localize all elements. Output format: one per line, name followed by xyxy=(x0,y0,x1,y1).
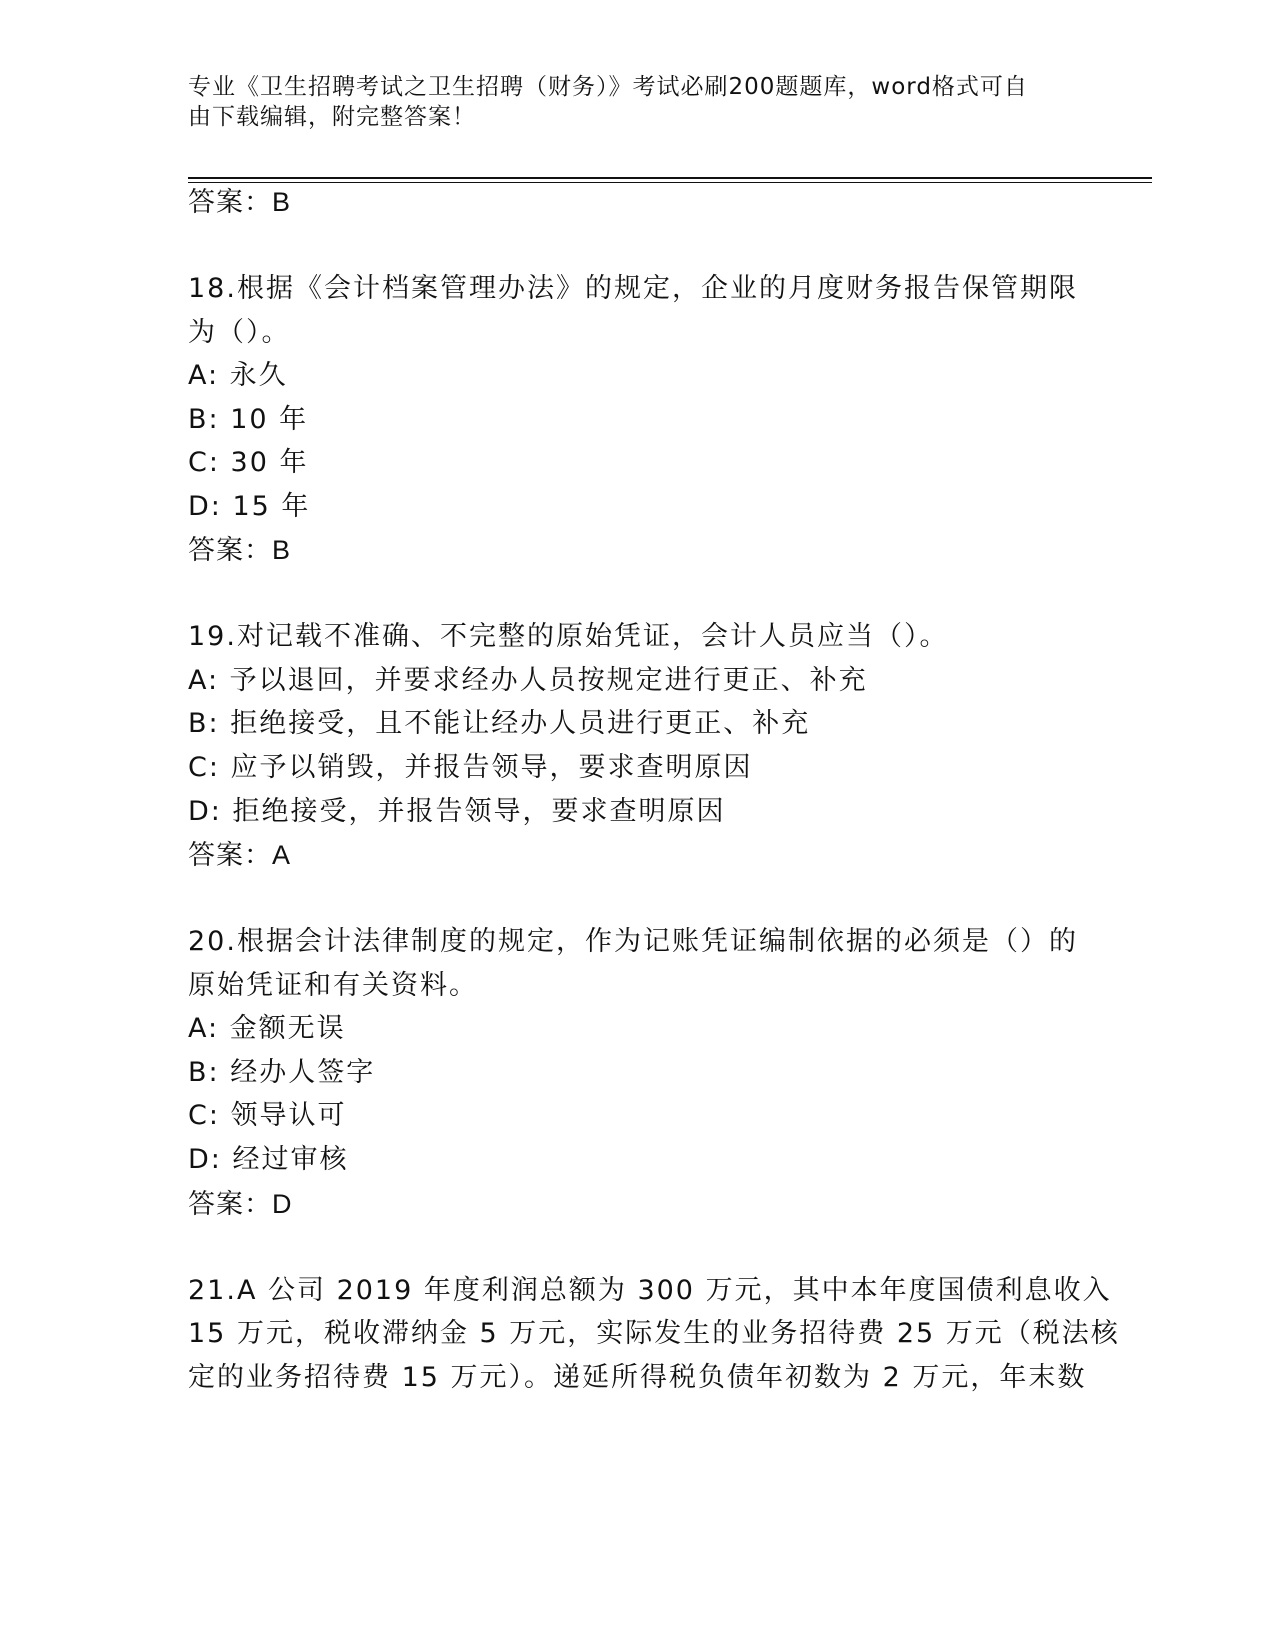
question-20-text-line-2: 原始凭证和有关资料。 xyxy=(188,970,478,1001)
answer-17: 答案：B xyxy=(188,187,292,217)
question-18-text-line-1: 18.根据《会计档案管理办法》的规定，企业的月度财务报告保管期限 xyxy=(188,273,1078,304)
question-21-text-line-1: 21.A 公司 2019 年度利润总额为 300 万元，其中本年度国债利息收入 xyxy=(188,1275,1112,1306)
question-19-option-d: D: 拒绝接受，并报告领导，要求查明原因 xyxy=(188,796,726,827)
question-21-text-line-3: 定的业务招待费 15 万元）。递延所得税负债年初数为 2 万元，年末数 xyxy=(188,1362,1087,1393)
question-20-option-d: D: 经过审核 xyxy=(188,1144,349,1175)
question-21-text-line-2: 15 万元，税收滞纳金 5 万元，实际发生的业务招待费 25 万元（税法核 xyxy=(188,1318,1120,1349)
question-20-option-a: A: 金额无误 xyxy=(188,1013,346,1044)
header-divider-thick xyxy=(188,177,1152,179)
question-20-option-c: C: 领导认可 xyxy=(188,1100,347,1131)
question-18-option-c: C: 30 年 xyxy=(188,447,309,478)
question-18-option-d: D: 15 年 xyxy=(188,491,311,522)
question-18-option-a: A: 永久 xyxy=(188,360,288,391)
question-19-option-a: A: 予以退回，并要求经办人员按规定进行更正、补充 xyxy=(188,665,868,696)
answer-19: 答案：A xyxy=(188,840,292,870)
header-line-1: 专业《卫生招聘考试之卫生招聘（财务）》考试必刷200题题库，word格式可自 xyxy=(188,74,1028,100)
answer-20: 答案：D xyxy=(188,1189,293,1219)
question-19-option-b: B: 拒绝接受，且不能让经办人员进行更正、补充 xyxy=(188,708,811,739)
question-20-option-b: B: 经办人签字 xyxy=(188,1057,376,1088)
answer-18: 答案：B xyxy=(188,535,292,565)
question-19-text-line-1: 19.对记载不准确、不完整的原始凭证，会计人员应当（）。 xyxy=(188,621,949,652)
document-header xyxy=(188,72,1068,132)
question-19-option-c: C: 应予以销毁，并报告领导，要求查明原因 xyxy=(188,752,753,783)
question-20-text-line-1: 20.根据会计法律制度的规定，作为记账凭证编制依据的必须是（）的 xyxy=(188,926,1078,957)
header-divider-thin xyxy=(188,182,1152,183)
question-18-option-b: B: 10 年 xyxy=(188,404,309,435)
question-18-text-line-2: 为（）。 xyxy=(188,317,291,348)
header-line-2: 由下载编辑，附完整答案！ xyxy=(188,104,476,130)
